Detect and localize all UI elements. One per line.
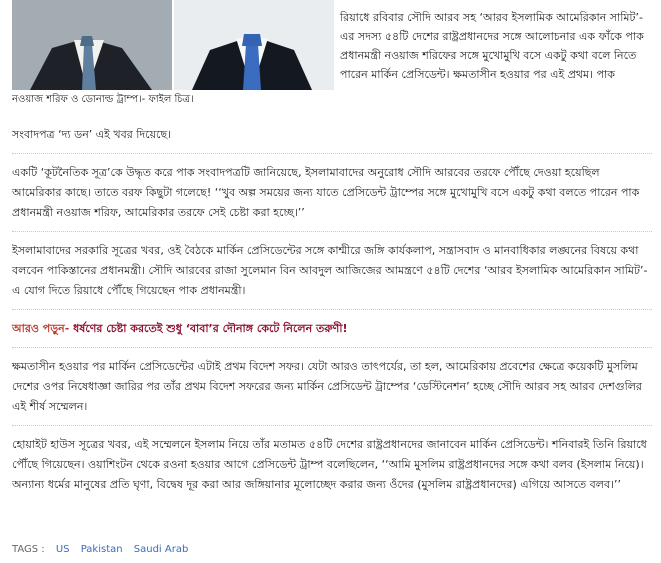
divider [12,309,652,310]
also-read [12,319,652,339]
tags-label: TAGS : [12,544,45,555]
article-body [12,125,652,503]
tag-us[interactable]: US [55,544,70,555]
body-paragraph-5: হোয়াইট হাউস সূত্রের খবর, এই সম্মেলনে ইসলাম নিয়ে তাঁর মতামত ৫৪টি দেশের রাষ্ট্রপ্রধানদের জানাবেন মার্কিন প্রেসিডেন্ট। শনিবারই তিনি রিয়াধে পৌঁছে গিয়েছেন। ওয়াশিংটন থেকে রওনা হওয়ার আগে প্রেসিডেন্ট ট্রাম্প বলেছিলেন, ‘‘আমি মুসলিম রাষ্ট্রপ্রধানদের সঙ্গে কথা বলব (ইসলাম নিয়ে)। অন্যান্য ধর্মের মানুষের প্রতি ঘৃণা, বিদ্বেষ দূর করা আর জঙ্গিয়ানার মূলোচ্ছেদ করার জন্য ওঁদের (মুসলিম রাষ্ট্রপ্রধানদের) এগিয়ে আসতে বলব।’’ [12,438,647,491]
divider [12,347,652,348]
photo-illustration [12,0,334,90]
divider [12,231,652,232]
lead-continuation: সংবাদপত্র ‘দ্য ডন’ এই খবর দিয়েছে। [12,128,172,141]
tag-pakistan[interactable]: Pakistan [80,544,123,555]
body-paragraph-3: ইসলামাবাদের সরকারি সূত্রের খবর, ওই বৈঠকে মার্কিন প্রেসিডেন্টের সঙ্গে কাশ্মীরে জঙ্গি কার্যকলাপ, সন্ত্রাসবাদ ও মানবাধিকার লঙ্ঘনের বিষয়ে কথা বলবেন পাকিস্তানের প্রধানমন্ত্রী। সৌদি আরবের রাজা সুলেমান বিন আবদুল আজিজের আমন্ত্রণে ৫৪টি দেশের ‘আরব ইসলামিক আমেরিকান সামিট’-এ যোগ দিতে রিয়াধে পৌঁছে গিয়েছেন পাক প্রধানমন্ত্রী। [12,244,648,297]
also-read-label: আরও পড়ুন- [12,322,70,335]
body-paragraph-4: ক্ষমতাসীন হওয়ার পর মার্কিন প্রেসিডেন্টের এটাই প্রথম বিদেশ সফর। যেটা আরও তাৎপর্যের, তা হল, আমেরিকায় প্রবেশের ক্ষেত্রে কয়েকটি মুসলিম দেশের ওপর নিষেধাজ্ঞা জারির পর তাঁর প্রথম বিদেশ সফরের জন্য মার্কিন প্রেসিডেন্ট ট্রাম্পের ‘ডেস্টিনেশন’ হচ্ছে সৌদি আরব সহ আরব দেশগুলির এই শীর্ষ সম্মেলন। [12,360,642,413]
also-read-link[interactable]: ধর্ষণের চেষ্টা করতেই শুধু ‘বাবা’র দৌনাঙ্গ কেটে নিলেন তরুণী! [69,322,348,335]
divider [12,425,652,426]
article-photo [12,0,334,90]
tag-saudi-arab[interactable]: Saudi Arab [133,544,189,555]
divider [12,153,652,154]
lead-paragraph: রিয়াধে রবিবার সৌদি আরব সহ ‘আরব ইসলামিক আমেরিকান সামিট’-এর সদস্য ৫৪টি দেশের রাষ্ট্রপ্রধানদের সঙ্গে আলোচনার এক ফাঁকে পাক প্রধানমন্ত্রী নওয়াজ শরিফের সঙ্গে মুখোমুখি বসে একটু কথা বলে নিতে পারেন মার্কিন প্রেসিডেন্ট। ক্ষমতাসীন হওয়ার পর এই প্রথম। পাক [340,11,644,81]
photo-caption: নওয়াজ শরিফ ও ডোনাল্ড ট্রাম্প।- ফাইল চিত্র। [12,94,194,105]
tags-row [12,544,188,555]
body-paragraph-2: একটি ‘কূটনৈতিক সূত্র’কে উদ্ধৃত করে পাক সংবাদপত্রটি জানিয়েছে, ইসলামাবাদের অনুরোধ সৌদি আরবের তরফে পৌঁছে দেওয়া হয়েছিল আমেরিকার কাছে। তাতে বরফ কিছুটা গলেছে! ‘‘খুব অল্প সময়ের জন্য যাতে প্রেসিডেন্ট ট্রাম্পের সঙ্গে মুখোমুখি বসে একটু কথা বলতে পারেন পাক প্রধানমন্ত্রী নওয়াজ শরিফ, আমেরিকার তরফে সেই চেষ্টা করা হচ্ছে।’’ [12,166,640,219]
